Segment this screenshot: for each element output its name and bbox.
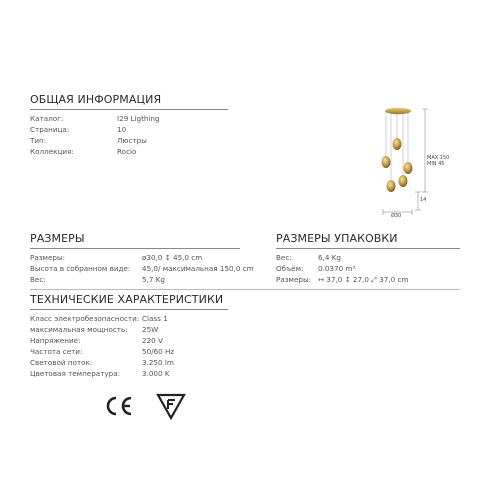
packaging-row-size bbox=[276, 275, 460, 285]
technical-value: 50/60 Hz bbox=[142, 347, 175, 356]
technical-title: ТЕХНИЧЕСКИЕ ХАРАКТЕРИСТИКИ bbox=[30, 293, 224, 306]
technical-row-frequency bbox=[30, 347, 260, 357]
technical-label: максимальная мощность: bbox=[30, 325, 128, 334]
product-drawing bbox=[372, 100, 462, 230]
technical-row-power bbox=[30, 325, 260, 335]
technical-row-flux bbox=[30, 358, 260, 368]
technical-value: 220 V bbox=[142, 336, 163, 345]
general-divider bbox=[30, 109, 228, 110]
packaging-divider bbox=[276, 248, 460, 249]
dimensions-value: ø30,0 ↕ 45,0 cm bbox=[142, 253, 203, 262]
general-label: Коллекция: bbox=[30, 147, 74, 156]
general-row-collection bbox=[30, 147, 230, 157]
section-separator bbox=[30, 289, 460, 290]
general-value: 10 bbox=[117, 125, 127, 134]
f-mark-icon bbox=[156, 392, 186, 420]
height-max-label: MAX 150 bbox=[427, 155, 450, 161]
general-row-type bbox=[30, 136, 230, 146]
dimensions-row-height bbox=[30, 264, 260, 274]
general-info-title: ОБЩАЯ ИНФОРМАЦИЯ bbox=[30, 93, 162, 106]
technical-label: Цветовая температура: bbox=[30, 369, 121, 378]
technical-row-temperature bbox=[30, 369, 260, 379]
packaging-label: Объём: bbox=[276, 264, 304, 273]
globe-shade bbox=[387, 180, 396, 192]
technical-row-class bbox=[30, 314, 260, 324]
packaging-row-weight bbox=[276, 253, 460, 263]
packaging-value: ↔ 37,0 ↕ 27,0 ⤢ 37,0 cm bbox=[318, 275, 409, 284]
general-label: Тип: bbox=[30, 136, 47, 145]
technical-value: Class 1 bbox=[142, 314, 168, 323]
technical-value: 3.000 K bbox=[142, 369, 170, 378]
technical-row-voltage bbox=[30, 336, 260, 346]
canopy-shape bbox=[385, 108, 411, 114]
dimensions-label: Высота в собранном виде: bbox=[30, 264, 131, 273]
globe-shade bbox=[393, 138, 402, 150]
technical-label: Класс электробезопасности: bbox=[30, 314, 140, 323]
general-value: I29 Ligthing bbox=[117, 114, 160, 123]
dimensions-row-weight bbox=[30, 275, 260, 285]
globe-shade bbox=[404, 162, 413, 174]
dimensions-label: Размеры: bbox=[30, 253, 66, 262]
globe-shade bbox=[382, 156, 391, 168]
dimensions-divider bbox=[30, 248, 240, 249]
packaging-value: 6,4 Kg bbox=[318, 253, 341, 262]
technical-label: Частота сети: bbox=[30, 347, 83, 356]
packaging-title: РАЗМЕРЫ УПАКОВКИ bbox=[276, 232, 398, 245]
packaging-label: Вес: bbox=[276, 253, 292, 262]
dimensions-value: 5,7 Kg bbox=[142, 275, 165, 284]
technical-label: Напряжение: bbox=[30, 336, 81, 345]
globe-shade bbox=[399, 175, 408, 187]
technical-label: Световой поток: bbox=[30, 358, 93, 367]
dimensions-value: 45,0/ максимальная 150,0 cm bbox=[142, 264, 254, 273]
drop-label: 14 bbox=[420, 197, 427, 203]
chandelier-drawing-svg bbox=[372, 100, 462, 230]
packaging-label: Размеры: bbox=[276, 275, 312, 284]
dimensions-row-size bbox=[30, 253, 260, 263]
packaging-row-volume bbox=[276, 264, 460, 274]
dimensions-label: Вес: bbox=[30, 275, 46, 284]
packaging-value: 0.0370 m³ bbox=[318, 264, 356, 273]
diameter-label: Ø30 bbox=[391, 213, 402, 219]
technical-value: 3.250 lm bbox=[142, 358, 174, 367]
general-row-catalog bbox=[30, 114, 230, 124]
general-value: Люстры bbox=[117, 136, 147, 145]
general-label: Страница: bbox=[30, 125, 70, 134]
ce-mark-icon bbox=[104, 394, 134, 418]
general-value: Rocio bbox=[117, 147, 137, 156]
technical-divider bbox=[30, 309, 228, 310]
general-row-page bbox=[30, 125, 230, 135]
dimensions-title: РАЗМЕРЫ bbox=[30, 232, 85, 245]
technical-value: 25W bbox=[142, 325, 159, 334]
height-min-label: MIN 45 bbox=[427, 161, 445, 167]
general-label: Каталог: bbox=[30, 114, 64, 123]
